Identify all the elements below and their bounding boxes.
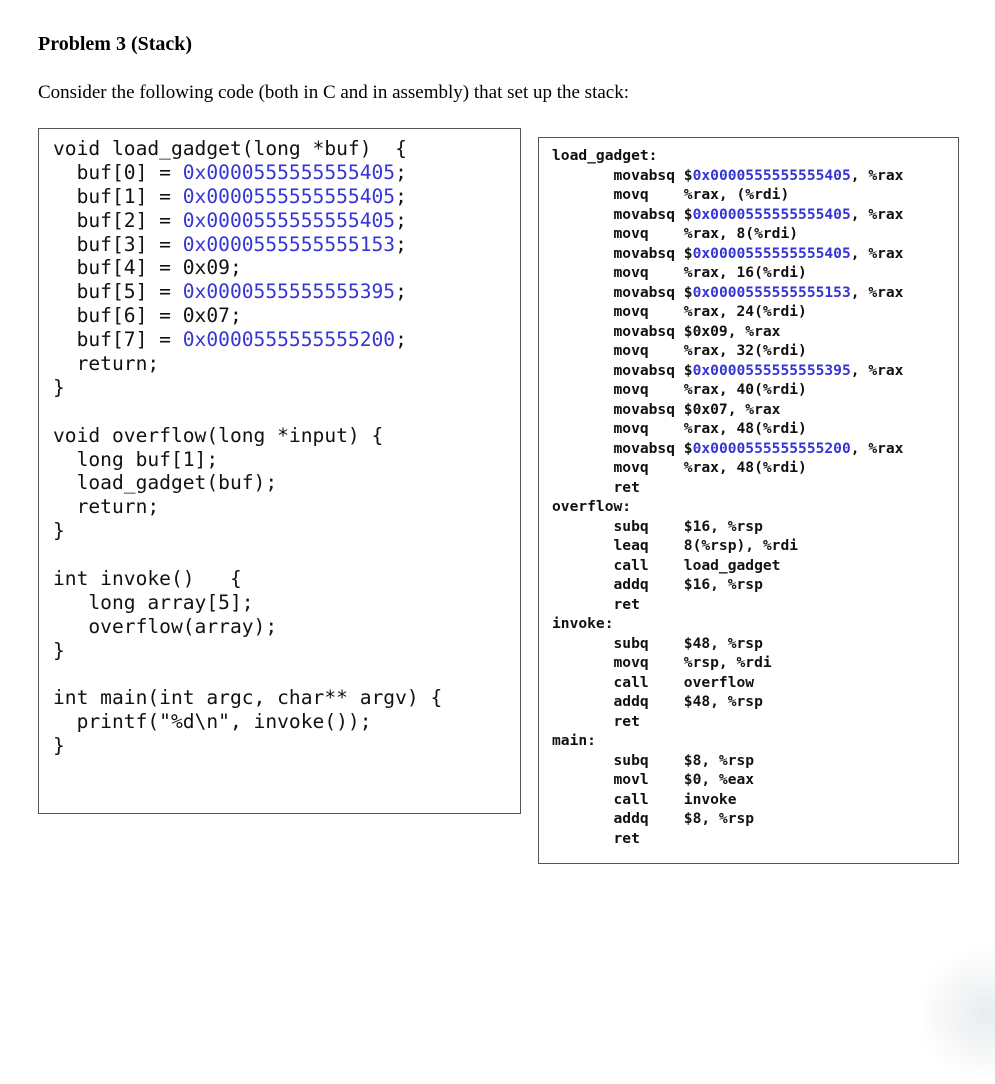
asm-code-line [552,341,903,361]
code-text: } [53,638,65,662]
code-text: printf("%d\n", invoke()); [53,710,372,734]
asm-code-line [552,458,903,478]
c-code-line [53,233,442,257]
hex-literal: 0x0000555555555405 [182,184,396,208]
code-text: subq $16, %rsp [552,517,763,535]
code-text: movq %rax, 8(%rdi) [552,225,799,242]
code-text: movq %rax, 32(%rdi) [552,342,807,359]
c-code-line [53,352,442,376]
asm-code-line [552,283,903,303]
code-text: } [53,375,65,399]
asm-code-line [552,692,903,712]
code-text: return; [53,495,160,519]
asm-code-line [552,302,903,322]
corner-shadow [915,944,995,1084]
code-text: load_gadget(buf); [53,471,278,495]
asm-code-line [552,634,903,654]
c-code-line [53,304,442,328]
assembly-code-box [538,137,959,864]
code-text: addq $16, %rsp [552,576,763,593]
asm-code-line [552,380,903,400]
problem-title: Problem 3 (Stack) [38,33,193,55]
code-text: ret [552,712,640,730]
code-text: buf[6] = 0x07; [53,304,242,328]
code-text: movq %rax, 48(%rdi) [552,420,807,437]
code-text: buf[2] = [53,208,183,232]
hex-literal: 0x0000555555555153 [692,283,851,301]
code-text: movq %rax, 40(%rdi) [552,381,807,398]
code-text: call overflow [552,673,755,691]
code-text: } [53,734,65,758]
code-text: addq $8, %rsp [552,810,755,827]
asm-code-line [552,751,903,771]
c-code-line [53,495,442,519]
c-code-box [38,128,521,814]
asm-code-line [552,575,903,595]
code-text: addq $48, %rsp [552,693,763,710]
assembly-code-listing [552,146,903,848]
asm-code-line [552,829,903,849]
code-text: buf[1] = [53,184,183,208]
asm-code-line [552,263,903,283]
hex-literal: 0x0000555555555405 [182,208,396,232]
asm-code-line [552,790,903,810]
code-text: } [53,519,65,543]
code-text: movabsq $0x09, %rax [552,322,781,340]
c-code-line [53,137,442,161]
code-text: buf[7] = [53,328,183,352]
asm-code-line [552,614,903,634]
code-text: subq $48, %rsp [552,634,763,652]
code-text: int main(int argc, char** argv) { [53,686,443,710]
asm-code-line [552,185,903,205]
code-text: return; [53,352,160,376]
hex-literal: 0x0000555555555200 [692,439,851,457]
code-text: main: [552,732,596,749]
asm-code-line [552,146,903,166]
code-text: buf[0] = [53,160,183,184]
asm-code-line [552,166,903,186]
asm-code-line [552,653,903,673]
code-text: leaq 8(%rsp), %rdi [552,537,799,554]
asm-code-line [552,712,903,732]
code-text: ret [552,595,640,613]
asm-code-line [552,809,903,829]
code-text: long array[5]; [53,590,254,614]
c-code-line [53,280,442,304]
asm-code-line [552,556,903,576]
code-text: void load_gadget(long *buf) { [53,137,407,160]
asm-code-line [552,361,903,381]
asm-code-line [552,770,903,790]
code-text: invoke: [552,615,614,632]
c-code-line [53,161,442,185]
c-code-line [53,710,442,734]
c-code-line [53,591,442,615]
hex-literal: 0x0000555555555405 [692,166,851,184]
code-text: overflow: [552,498,632,515]
code-text: movl $0, %eax [552,771,755,788]
c-code-line [53,567,442,591]
code-text: movq %rsp, %rdi [552,654,772,671]
asm-code-line [552,731,903,751]
c-code-line [53,471,442,495]
code-text: ; [395,184,407,208]
c-code-line [53,185,442,209]
c-code-line [53,686,442,710]
hex-literal: 0x0000555555555153 [182,232,396,256]
code-text: , %rax [850,361,904,379]
hex-literal: 0x0000555555555405 [692,205,851,223]
asm-code-line [552,478,903,498]
hex-literal: 0x0000555555555405 [182,160,396,184]
code-text: buf[5] = [53,280,183,304]
problem-intro: Consider the following code (both in C and in assembly) that set up the stack: [38,82,630,103]
code-text: , %rax [850,166,904,184]
hex-literal: 0x0000555555555200 [182,328,396,352]
code-text: load_gadget: [552,147,658,164]
asm-code-line [552,244,903,264]
c-code-line [53,328,442,352]
code-text: void overflow(long *input) { [53,423,384,447]
c-code-line [53,615,442,639]
asm-code-line [552,400,903,420]
code-text: ret [552,829,640,847]
c-code-line [53,519,442,543]
code-text: call invoke [552,790,737,808]
asm-code-line [552,419,903,439]
c-code-listing [53,137,442,758]
code-text: movabsq $ [552,283,693,301]
code-text: overflow(array); [53,614,278,638]
c-code-line [53,448,442,472]
code-text: long buf[1]; [53,447,219,471]
code-text: buf[3] = [53,232,183,256]
hex-literal: 0x0000555555555405 [692,244,851,262]
asm-code-line [552,517,903,537]
asm-code-line [552,497,903,517]
code-text: ; [395,232,407,256]
code-text: , %rax [850,244,904,262]
asm-code-line [552,205,903,225]
c-code-line [53,639,442,663]
code-text: movabsq $0x07, %rax [552,400,781,418]
c-code-line [53,734,442,758]
asm-code-line [552,224,903,244]
asm-code-line [552,595,903,615]
code-text: movq %rax, (%rdi) [552,186,790,203]
code-text: , %rax [850,283,904,301]
code-text: int invoke() { [53,567,242,591]
code-text: movabsq $ [552,244,693,262]
hex-literal: 0x0000555555555395 [692,361,851,379]
asm-code-line [552,673,903,693]
code-text: subq $8, %rsp [552,751,755,769]
asm-code-line [552,439,903,459]
asm-code-line [552,322,903,342]
code-text: movabsq $ [552,205,693,223]
c-code-line [53,543,442,567]
code-text: movq %rax, 24(%rdi) [552,303,807,320]
c-code-line [53,209,442,233]
code-text: ; [395,328,407,352]
hex-literal: 0x0000555555555395 [182,280,396,304]
code-text: movq %rax, 16(%rdi) [552,264,807,281]
c-code-line [53,400,442,424]
code-text: movabsq $ [552,166,693,184]
c-code-line [53,424,442,448]
c-code-line [53,376,442,400]
asm-code-line [552,536,903,556]
code-text: call load_gadget [552,556,781,574]
code-text: , %rax [850,439,904,457]
code-text: ; [395,280,407,304]
code-text: movabsq $ [552,439,693,457]
code-text: movq %rax, 48(%rdi) [552,459,807,476]
code-text: ret [552,478,640,496]
c-code-line [53,256,442,280]
code-text: movabsq $ [552,361,693,379]
code-text: , %rax [850,205,904,223]
code-text: ; [395,208,407,232]
code-text: ; [395,160,407,184]
c-code-line [53,663,442,687]
code-text: buf[4] = 0x09; [53,256,242,280]
